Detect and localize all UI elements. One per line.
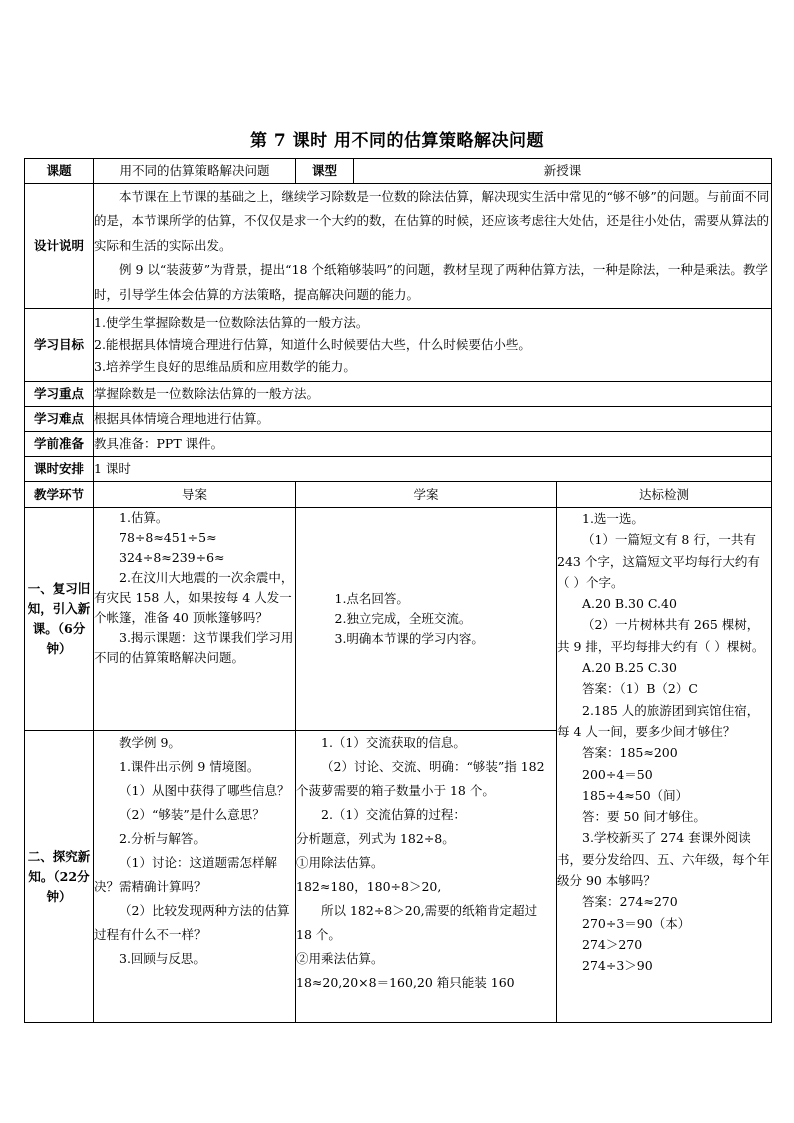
check-line: 274÷3＞90 (582, 958, 653, 974)
topic-label: 课题 (25, 159, 94, 184)
check-line: 185÷4≈50（间） (582, 787, 689, 803)
study-line: 2.独立完成，全班交流。 (334, 611, 472, 626)
goal-item: 1.使学生掌握除数是一位数除法估算的一般方法。 (94, 315, 369, 330)
type-label: 课型 (296, 159, 354, 184)
design-paragraph-1: 本节课在上节课的基础之上，继续学习除数是一位数的除法估算，解决现实生活中常见的“够不够”的问题。与前面不同的是，本节课所学的估算，不仅仅是求一个大约的数，在估算的时候，还应该考虑往大处估，还是往小处估，需要从算法的实际和生活的实际出发。 (94, 188, 770, 253)
schedule-text: 1 课时 (94, 457, 772, 482)
guide-line: 教学例 9。 (119, 735, 181, 750)
prep-row (25, 432, 772, 457)
key-point-row (25, 382, 772, 407)
stage2-guide (94, 731, 296, 1023)
difficulty-row (25, 407, 772, 432)
study-line: 分析题意，列式为 182÷8。 (296, 831, 455, 846)
guide-line: 78÷8≈451÷5≈ (119, 530, 217, 545)
goals-label: 学习目标 (25, 309, 94, 382)
guide-line: （1）从图中获得了哪些信息？ (119, 783, 290, 798)
prep-text: 教具准备：PPT 课件。 (94, 432, 772, 457)
guide-line: 3.揭示课题：这节课我们学习用不同的估算策略解决问题。 (94, 630, 294, 665)
study-line: ①用除法估算。 (296, 855, 384, 870)
stage2-label: 二、探究新知。（22分钟） (25, 731, 94, 1023)
difficulty-label: 学习难点 (25, 407, 94, 432)
guide-line: （2）“够装”是什么意思？ (119, 807, 265, 822)
design-row (25, 184, 772, 309)
stage1-study (296, 508, 557, 731)
header-row (25, 159, 772, 184)
columns-header-row (25, 482, 772, 508)
study-line: 3.明确本节课的学习内容。 (334, 631, 484, 646)
design-label: 设计说明 (25, 184, 94, 309)
check-line: 2.185 人的旅游团到宾馆住宿，每 4 人一间，要多少间才够住？ (557, 702, 760, 739)
check-line: 274＞270 (582, 936, 643, 952)
check-line: （1）一篇短文有 8 行，一共有 243 个字，这篇短文平均每行大约有（ ）个字。 (557, 532, 760, 590)
design-paragraph-2: 例 9 以“装菠萝”为背景，提出“18 个纸箱够装吗”的问题，教材呈现了两种估算方法，一种是除法，一种是乘法。教学时，引导学生体会估算的方法策略，提高解决问题的能力。 (94, 262, 768, 302)
check-content (557, 508, 772, 1023)
study-line: 1.（1）交流获取的信息。 (321, 735, 466, 750)
difficulty-text: 根据具体情境合理地进行估算。 (94, 407, 772, 432)
guide-column-header: 导案 (94, 482, 296, 508)
check-line: 答案：（1）B（2）C (582, 681, 698, 697)
guide-line: 2.分析与解答。 (119, 831, 206, 846)
schedule-label: 课时安排 (25, 457, 94, 482)
key-point-label: 学习重点 (25, 382, 94, 407)
guide-line: 2.在汶川大地震的一次余震中，有灾民 158 人，如果按每 4 人发一个帐篷，准备 40 顶帐篷够吗？ (94, 570, 294, 625)
study-line: 182≈180，180÷8＞20, (296, 879, 442, 894)
stage2-study (296, 731, 557, 1023)
lesson-plan-table (24, 158, 772, 1023)
topic-value: 用不同的估算策略解决问题 (94, 159, 296, 184)
check-line: 270÷3＝90（本） (582, 915, 691, 931)
goals-content (94, 309, 772, 382)
check-line: 3.学校新买了 274 套课外阅读书，要分发给四、五、六年级，每个年级分 90 本够吗？ (557, 830, 770, 889)
prep-label: 学前准备 (25, 432, 94, 457)
goals-row (25, 309, 772, 382)
check-line: 答案：274≈270 (582, 894, 678, 910)
check-column-header: 达标检测 (557, 482, 772, 508)
stage1-label: 一、复习旧知，引入新课。（6分钟） (25, 508, 94, 731)
study-column-header: 学案 (296, 482, 557, 508)
guide-line: 3.回顾与反思。 (119, 951, 206, 966)
goal-item: 3.培养学生良好的思维品质和应用数学的能力。 (94, 359, 356, 374)
check-line: A.20 B.30 C.40 (582, 596, 677, 612)
stage1-guide (94, 508, 296, 731)
study-line: 所以 182÷8＞20,需要的纸箱肯定超过 18 个。 (296, 903, 538, 942)
schedule-row (25, 457, 772, 482)
stage-column-header: 教学环节 (25, 482, 94, 508)
study-line: ②用乘法估算。 (296, 951, 384, 966)
guide-line: 1.课件出示例 9 情境图。 (119, 759, 260, 774)
guide-line: （1）讨论：这道题需怎样解决？需精确计算吗？ (94, 855, 277, 894)
study-line: 1.点名回答。 (334, 591, 409, 606)
design-content (94, 184, 772, 309)
guide-line: 1.估算。 (119, 510, 169, 525)
page-title: 第 7 课时 用不同的估算策略解决问题 (249, 131, 545, 151)
check-line: （2）一片树林共有 265 棵树，共 9 排，平均每排大约有（ ）棵树。 (557, 617, 765, 654)
key-point-text: 掌握除数是一位数除法估算的一般方法。 (94, 382, 772, 407)
type-value: 新授课 (354, 159, 772, 184)
guide-line: （2）比较发现两种方法的估算过程有什么不一样？ (94, 903, 290, 942)
guide-line: 324÷8≈239÷6≈ (119, 550, 225, 565)
goal-item: 2.能根据具体情境合理进行估算，知道什么时候要估大些，什么时候要估小些。 (94, 337, 531, 352)
stage1-row (25, 508, 772, 731)
study-line: 18≈20,20×8＝160,20 箱只能装 160 (296, 975, 515, 990)
check-line: A.20 B.25 C.30 (582, 660, 677, 676)
check-line: 答：要 50 间才够住。 (582, 809, 706, 825)
study-line: （2）讨论、交流、明确：“够装”指 182 个菠萝需要的箱子数量小于 18 个。 (296, 759, 545, 798)
check-line: 1.选一选。 (582, 511, 644, 526)
check-line: 200÷4＝50 (582, 766, 653, 782)
check-line: 答案：185≈200 (582, 745, 678, 761)
study-line: 2.（1）交流估算的过程： (321, 807, 466, 822)
